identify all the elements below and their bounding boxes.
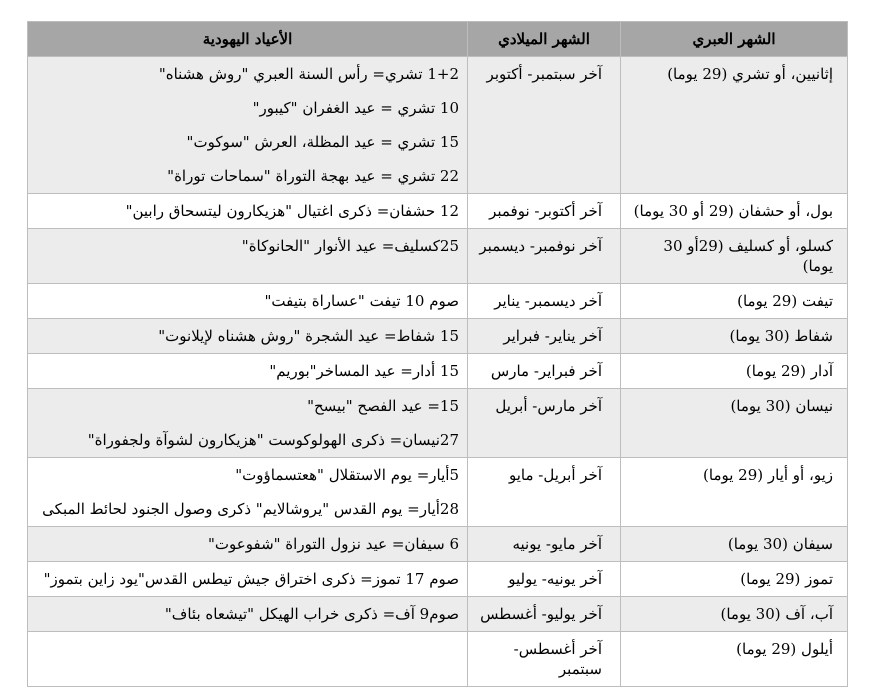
gregorian-month-cell: آخر أغسطس- سبتمبر — [468, 632, 621, 687]
gregorian-month-cell: آخر ديسمبر- يناير — [468, 284, 621, 319]
holiday-line: 6 سيفان= عيد نزول التوراة "شفوعوت" — [208, 535, 459, 553]
hebrew-month-cell: بول، أو حشفان (29 أو 30 يوما) — [621, 194, 848, 229]
header-hebrew-month: الشهر العبري — [621, 22, 848, 57]
hebrew-month-cell: نيسان (30 يوما) — [621, 389, 848, 458]
gregorian-month-cell: آخر نوفمبر- ديسمبر — [468, 229, 621, 284]
holiday-line: 10 تشري = عيد الغفران "كيبور" — [252, 99, 459, 117]
holidays-cell — [28, 194, 468, 229]
holiday-line: 15 تشري = عيد المظلة، العرش "سوكوت" — [186, 133, 459, 151]
holidays-cell — [28, 562, 468, 597]
hebrew-month-cell: آب، آف (30 يوما) — [621, 597, 848, 632]
gregorian-month-cell: آخر فبراير- مارس — [468, 354, 621, 389]
gregorian-month-cell: آخر يوليو- أغسطس — [468, 597, 621, 632]
table-row — [28, 284, 848, 319]
holidays-cell — [28, 319, 468, 354]
holiday-line: 22 تشري = عيد بهجة التوراة "سماحات توراة" — [167, 167, 459, 185]
table-row — [28, 319, 848, 354]
table-row — [28, 229, 848, 284]
holidays-cell — [28, 458, 468, 527]
gregorian-month-cell: آخر أبريل- مايو — [468, 458, 621, 527]
header-holidays: الأعياد اليهودية — [28, 22, 468, 57]
holidays-cell — [28, 527, 468, 562]
hebrew-month-cell: آدار (29 يوما) — [621, 354, 848, 389]
hebrew-month-cell: زيو، أو أيار (29 يوما) — [621, 458, 848, 527]
gregorian-month-cell: آخر سبتمبر- أكتوبر — [468, 57, 621, 194]
holidays-cell — [28, 57, 468, 194]
holiday-line: 15 شفاط= عيد الشجرة "روش هشناه لإيلانوت" — [158, 327, 459, 345]
gregorian-month-cell: آخر مارس- أبريل — [468, 389, 621, 458]
holidays-cell — [28, 597, 468, 632]
header-gregorian-month: الشهر الميلادي — [468, 22, 621, 57]
hebrew-month-cell: شفاط (30 يوما) — [621, 319, 848, 354]
holidays-cell — [28, 229, 468, 284]
holiday-line: 1+2 تشري= رأس السنة العبري "روش هشناه" — [158, 65, 459, 83]
header-row — [28, 22, 848, 57]
table-row — [28, 527, 848, 562]
hebrew-month-cell: تموز (29 يوما) — [621, 562, 848, 597]
gregorian-month-cell: آخر مايو- يونيه — [468, 527, 621, 562]
holiday-line: 25كسليف= عيد الأنوار "الحانوكاة" — [241, 237, 459, 255]
holiday-line: 28أيار= يوم القدس "يروشالايم" ذكرى وصول الجنود لحائط المبكى — [42, 500, 459, 518]
table-row — [28, 389, 848, 458]
holidays-cell — [28, 632, 468, 687]
table-row — [28, 632, 848, 687]
hebrew-month-cell: إثانيين، أو تشري (29 يوما) — [621, 57, 848, 194]
gregorian-month-cell: آخر يونيه- يوليو — [468, 562, 621, 597]
holiday-line: صوم9 آف= ذكرى خراب الهيكل "تيشعاه بئاف" — [164, 605, 459, 623]
hebrew-month-cell: سيفان (30 يوما) — [621, 527, 848, 562]
holiday-line: 27نيسان= ذكرى الهولوكوست "هزيكارون لشوآة ولجفوراة" — [87, 431, 459, 449]
gregorian-month-cell: آخر أكتوبر- نوفمبر — [468, 194, 621, 229]
hebrew-month-cell: أيلول (29 يوما) — [621, 632, 848, 687]
hebrew-month-cell: كسلو، أو كسليف (29أو 30 يوما) — [621, 229, 848, 284]
table-row — [28, 562, 848, 597]
table-row — [28, 458, 848, 527]
gregorian-month-cell: آخر يناير- فبراير — [468, 319, 621, 354]
table-row — [28, 354, 848, 389]
holiday-line: 12 حشفان= ذكرى اغتيال "هزيكارون ليتسحاق رابين" — [125, 202, 459, 220]
holiday-line: صوم 10 تيفت "عساراة بتيفت" — [264, 292, 459, 310]
holidays-cell — [28, 389, 468, 458]
table-row — [28, 57, 848, 194]
holiday-line: صوم 17 تموز= ذكرى اختراق جيش تيطس القدس"يود زاين بتموز" — [43, 570, 459, 588]
holiday-line: 15= عيد الفصح "بيسح" — [307, 397, 459, 415]
holiday-line: 15 أدار= عيد المساخر"بوريم" — [269, 362, 459, 380]
holidays-cell — [28, 284, 468, 319]
holidays-cell — [28, 354, 468, 389]
hebrew-calendar-table — [27, 21, 848, 687]
hebrew-month-cell: تيفت (29 يوما) — [621, 284, 848, 319]
table-row — [28, 597, 848, 632]
holiday-line: 5أيار= يوم الاستقلال "هعتسماؤوت" — [235, 466, 459, 484]
table-row — [28, 194, 848, 229]
